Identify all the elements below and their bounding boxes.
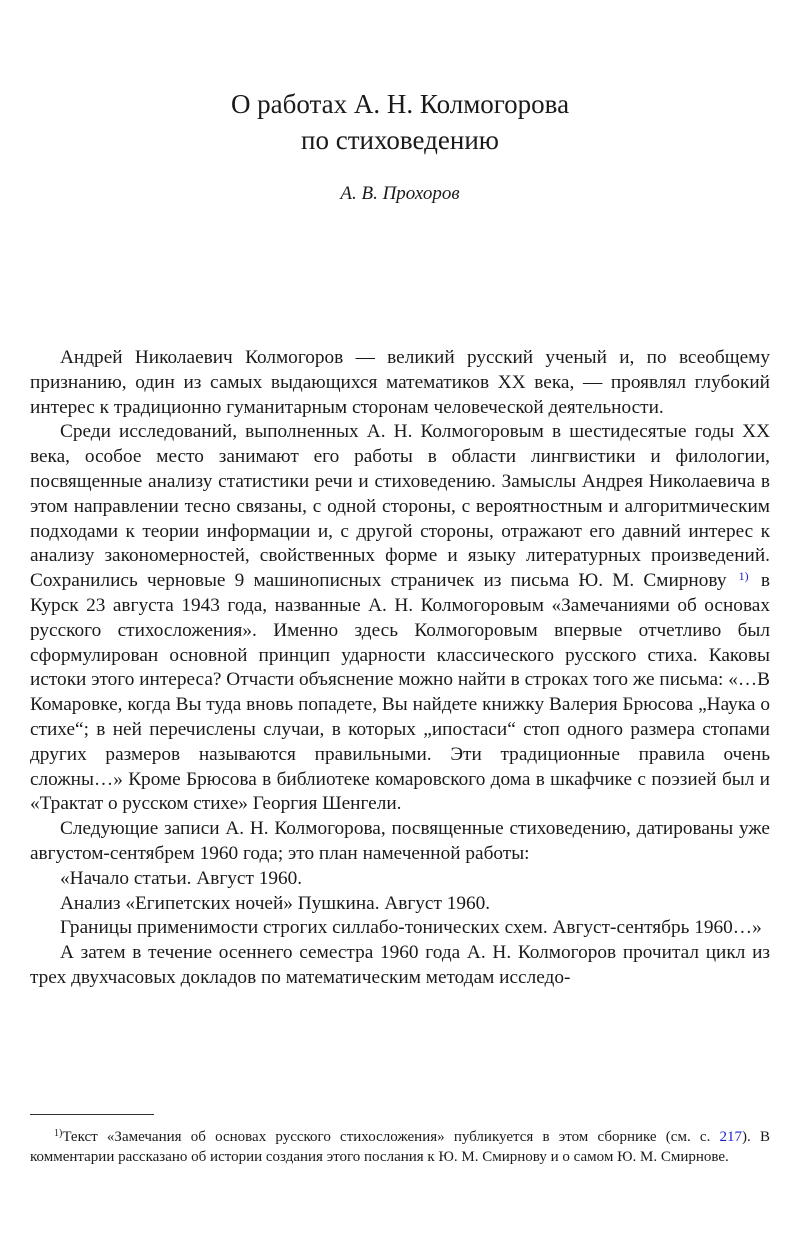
paragraph-3: Следующие записи А. Н. Колмогорова, посвященные стиховедению, датированы уже августом-сентябрем 1960 года; это план намеченной работы: <box>30 818 770 864</box>
article-title-line-1: О работах А. Н. Колмогорова <box>230 89 570 119</box>
footnote <box>30 1128 770 1167</box>
paragraph-2-continuation: в Курск 23 августа 1943 года, названные А. Н. Колмогоровым «Замечаниями об основах русского стихосложения». Именно здесь Колмогоровым впервые отчетливо был сформулирован основной принцип ударности классического русского стиха. Каковы истоки этого интереса? Отчасти объяснение можно найти в строках того же письма: «…В Комаровке, когда Вы туда вновь попадете, Вы найдете книжку Валерия Брюсова „Наука о стихе“; в ней перечислены случаи, в которых „ипостаси“ стоп одного размера стопами других размеров называются правильными. Эти традиционные правила очень сложны…» Кроме Брюсова в библиотеке комаровского дома в шкафчике с поэзией был и «Трактат о русском стихе» Георгия Шенгели. <box>30 570 770 815</box>
footnote-divider <box>30 1114 154 1115</box>
footnote-reference-link[interactable]: 1) <box>738 569 749 584</box>
article-title <box>30 86 770 158</box>
paragraph-7: А затем в течение осеннего семестра 1960 года А. Н. Колмогоров прочитал цикл из трех двухчасовых докладов по математическим методам исследо- <box>30 942 770 988</box>
paragraph-2 <box>30 420 770 817</box>
paragraph-4: «Начало статьи. Август 1960. <box>60 867 303 889</box>
paragraph-5: Анализ «Египетских ночей» Пушкина. Август 1960. <box>60 892 491 914</box>
footnote-text-before: Текст «Замечания об основах русского стихосложения» публикуется в этом сборнике (см. с. <box>62 1129 711 1145</box>
article-author: А. В. Прохоров <box>340 183 460 204</box>
footnote-page-link[interactable]: 217 <box>719 1129 743 1145</box>
footnote-text-after: ). В комментарии рассказано об истории создания этого послания к Ю. М. Смирнову и о самом Ю. М. Смирнове. <box>30 1129 771 1165</box>
paragraph-6: Границы применимости строгих силлабо-тонических схем. Август-сентябрь 1960…» <box>60 917 762 939</box>
article-body <box>30 346 770 991</box>
paragraph-1: Андрей Николаевич Колмогоров — великий русский ученый и, по всеобщему признанию, один из самых выдающихся математиков XX века, — проявлял глубокий интерес к традиционно гуманитарным сторонам человеческой деятельности. <box>30 347 770 418</box>
footnote-mark: 1) <box>54 1128 63 1139</box>
article-title-line-2: по стиховедению <box>301 125 499 155</box>
paragraph-2-text: Среди исследований, выполненных А. Н. Колмогоровым в шестидесятые годы XX века, особое место занимают его работы в области лингвистики и филологии, посвященные анализу статистики речи и стиховедению. Замыслы Андрея Николаевича в этом направлении тесно связаны, с одной стороны, с вероятностным и алгоритмическим подходами к теории информации и, с другой стороны, отражают его давний интерес к анализу закономерностей, свойственных форме и языку литературных произведений. Сохранились черновые 9 машинописных страничек из письма Ю. М. Смирнову <box>30 421 770 592</box>
